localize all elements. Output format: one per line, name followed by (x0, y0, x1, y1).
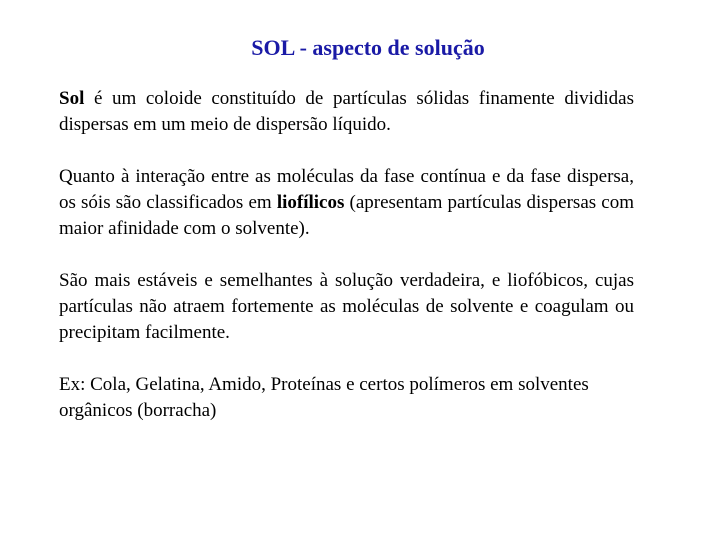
classification-text-after: (apresentam partículas dispersas com maior afinidade com o solvente). (59, 192, 635, 239)
sol-definition-text: é um coloide constituído de partículas sólidas finamente divididas dispersas em um meio de dispersão líquido. (59, 88, 634, 135)
term-sol: Sol (59, 88, 85, 109)
slide-body (59, 86, 634, 424)
paragraph-stability: São mais estáveis e semelhantes à solução verdadeira, e liofóbicos, cujas partículas não atraem fortemente as moléculas de solvente e coagulam ou precipitam facilmente. (59, 270, 634, 343)
slide-title: SOL - aspecto de solução (251, 35, 485, 60)
paragraph-examples: Ex: Cola, Gelatina, Amido, Proteínas e certos polímeros em solventes orgânicos (borracha) (59, 374, 589, 421)
classification-text-before: Quanto à interação entre as moléculas da fase contínua e da fase dispersa, os sóis são classificados em (59, 166, 634, 213)
paragraph-classification (59, 164, 634, 242)
paragraph-sol-definition (59, 86, 634, 138)
term-liofilicos: liofílicos (276, 192, 345, 213)
